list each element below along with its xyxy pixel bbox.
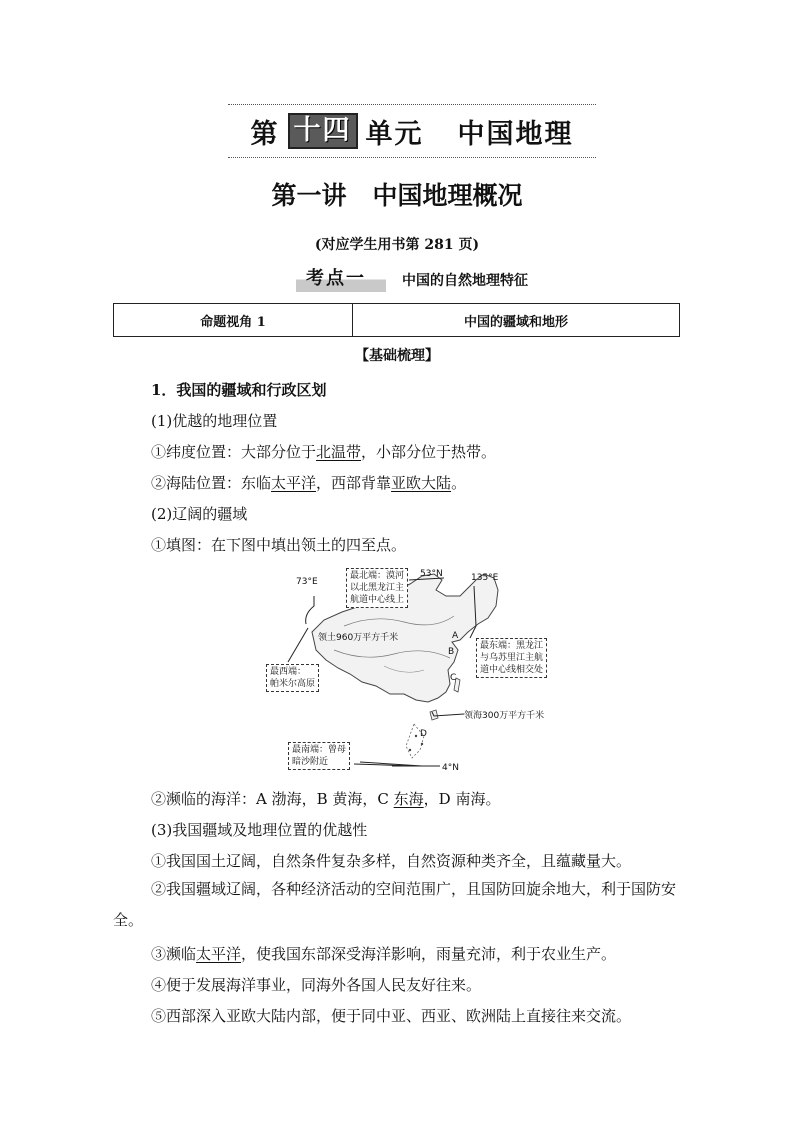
callout-west (266, 664, 319, 692)
sl-answer-1: 太平洋 (271, 474, 317, 492)
advantage-4: ④便于发展海洋事业，同海外各国人民友好往来。 (151, 976, 482, 994)
callout-south-line-2: 暗沙附近 (292, 757, 329, 767)
angle-table-right: 中国的疆域和地形 (463, 314, 568, 330)
label-land-area: 领土960万平方千米 (318, 633, 399, 643)
sea-letter-a: A (452, 631, 459, 641)
page-reference: (对应学生用书第 281 页) (314, 237, 480, 253)
unit-suffix: 单元 (365, 118, 424, 150)
unit-banner (228, 104, 596, 158)
callout-west-line-1: 最西端： (270, 667, 307, 677)
heading-territory: 1．我国的疆域和行政区划 (151, 381, 327, 399)
china-map-figure (264, 566, 584, 776)
advantage-5: ⑤西部深入亚欧大陆内部，便于同中亚、西亚、欧洲陆上直接往来交流。 (151, 1007, 632, 1025)
callout-east (476, 638, 547, 678)
adv3-post: ，使我国东部深受海洋影响，雨量充沛，利于农业生产。 (241, 945, 617, 963)
callout-north-line-3: 航道中心线上 (350, 595, 405, 605)
lat-answer: 北温带 (316, 443, 362, 461)
lecture-title (0, 176, 794, 212)
angle-table-left: 命题视角 1 (114, 304, 353, 336)
fill-map-instruction: ①填图：在下图中填出领土的四至点。 (151, 536, 407, 554)
advantage-1: ①我国国土辽阔，自然条件复杂多样，自然资源种类齐全，且蕴藏量大。 (151, 852, 632, 870)
unit-number: 十四 (288, 113, 358, 149)
kaodian-row (296, 264, 528, 292)
sl-pre: ②海陆位置：东临 (151, 474, 272, 492)
lat-pre: ①纬度位置：大部分位于 (151, 443, 317, 461)
lecture-number: 第一讲 (271, 181, 347, 210)
callout-north-line-2: 以北黑龙江主 (350, 583, 405, 593)
adv3-pre: ③濒临 (151, 945, 197, 963)
callout-east-line-2: 与乌苏里江主航 (480, 653, 544, 663)
label-4n: 4°N (442, 763, 459, 773)
seas-answer: 东海 (393, 790, 424, 808)
seas-pre: ②濒临的海洋：A 渤海，B 黄海，C (151, 790, 394, 808)
advantage-3 (151, 943, 616, 964)
sea-land-position (151, 472, 466, 493)
seas-post: ，D 南海。 (423, 790, 501, 808)
label-sea-area: 领海300万平方千米 (464, 711, 545, 721)
sl-answer-2: 亚欧大陆 (391, 474, 452, 492)
advantage-2: ②我国疆域辽阔，各种经济活动的空间范围广，且国防回旋余地大，利于国防安全。 (113, 880, 677, 929)
sl-post: 。 (451, 474, 467, 492)
callout-north (346, 568, 408, 608)
latitude-position (151, 441, 496, 462)
section-label: 【基础梳理】 (355, 348, 439, 364)
adv3-answer: 太平洋 (196, 945, 242, 963)
callout-south-line-1: 最南端：曾母 (292, 745, 347, 755)
unit-prefix: 第 (250, 118, 280, 150)
callout-west-line-2: 帕米尔高原 (270, 679, 316, 689)
kaodian-topic: 中国的自然地理特征 (402, 273, 528, 289)
unit-subject: 中国地理 (457, 118, 574, 150)
sub-heading-advantages: (3)我国疆域及地理位置的优越性 (151, 821, 368, 839)
sub-heading-territory: (2)辽阔的疆域 (151, 505, 248, 523)
label-53n: 53°N (420, 569, 443, 579)
label-73e: 73°E (296, 577, 318, 587)
lat-post: ，小部分位于热带。 (361, 443, 497, 461)
callout-south (288, 742, 350, 770)
sea-letter-c: C (450, 673, 457, 683)
sea-letter-d: D (420, 729, 427, 739)
lecture-name: 中国地理概况 (372, 181, 523, 210)
sl-mid: ，西部背靠 (316, 474, 392, 492)
sub-heading-location: (1)优越的地理位置 (151, 412, 278, 430)
kaodian-badge: 考点一 (296, 264, 386, 292)
callout-north-line-1: 最北端：漠河 (350, 571, 405, 581)
angle-table (113, 303, 680, 337)
callout-east-line-3: 道中心线相交处 (480, 665, 544, 675)
label-135e: 135°E (471, 573, 499, 583)
bordering-seas (151, 788, 500, 809)
sea-letter-b: B (448, 647, 455, 657)
callout-east-line-1: 最东端：黑龙江 (480, 641, 544, 651)
